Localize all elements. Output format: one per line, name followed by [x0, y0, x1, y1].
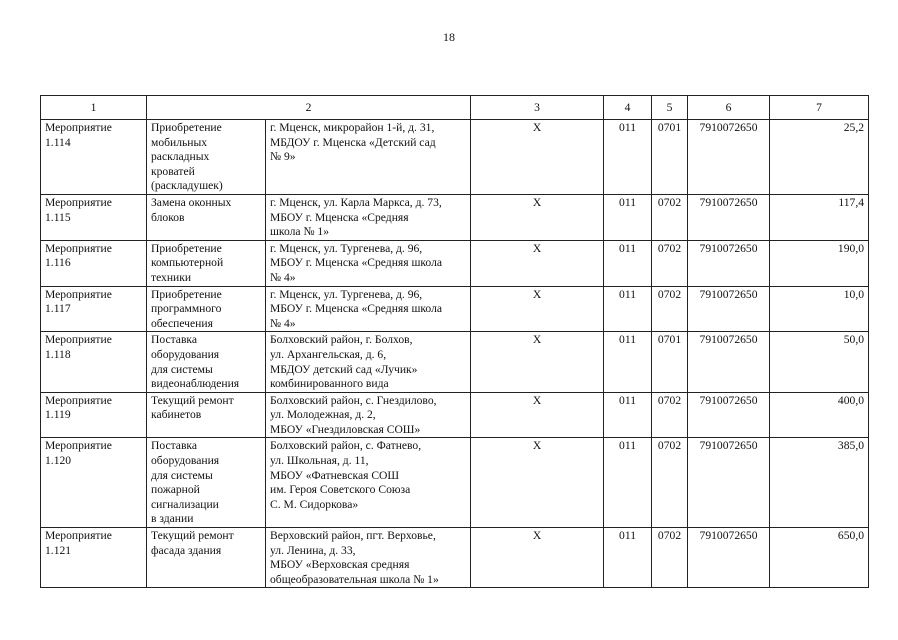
cell-col-7-amount: 400,0 — [770, 392, 869, 438]
cell-address-line: МБОУ «Верховская средняя — [270, 558, 410, 572]
cell-col-3: Х — [471, 194, 604, 240]
cell-col-5: 0702 — [652, 528, 688, 588]
cell-event-name-line: компьютерной — [151, 256, 224, 270]
cell-col-5: 0702 — [652, 240, 688, 286]
cell-address-line: МБОУ «Гнездиловская СОШ» — [270, 422, 421, 436]
cell-event-name — [147, 528, 266, 588]
cell-event-name-line: оборудования — [151, 454, 220, 468]
cell-address-line: Болховский район, г. Болхов, — [270, 333, 413, 347]
table-header-row — [41, 96, 869, 120]
cell-address-line: МБДОУ детский сад «Лучик» — [270, 362, 418, 376]
cell-col-5: 0702 — [652, 438, 688, 528]
cell-event-number-line: Мероприятие — [45, 195, 112, 209]
cell-event-name-line: Приобретение — [151, 121, 222, 134]
cell-col-3: Х — [471, 392, 604, 438]
cell-address-line: МБОУ «Фатневская СОШ — [270, 468, 400, 482]
cell-event-name-line: в здании — [151, 512, 194, 526]
cell-event-number-line: Мероприятие — [45, 333, 112, 347]
cell-col-6: 7910072650 — [688, 120, 770, 195]
header-col-4: 4 — [604, 96, 652, 120]
cell-col-4: 011 — [604, 528, 652, 588]
table-row — [41, 332, 869, 392]
cell-address-line: ул. Школьная, д. 11, — [270, 454, 369, 468]
cell-col-7-amount: 190,0 — [770, 240, 869, 286]
cell-event-number-line: 1.119 — [45, 408, 71, 422]
table-body — [41, 120, 869, 588]
cell-event-name-line: обеспечения — [151, 316, 213, 330]
cell-event-name-line: оборудования — [151, 347, 220, 361]
header-col-5: 5 — [652, 96, 688, 120]
cell-event-number — [41, 286, 147, 332]
cell-address-line: школа № 1» — [270, 225, 329, 239]
cell-event-name-line: для системы — [151, 362, 213, 376]
cell-address-line: МБОУ г. Мценска «Средняя — [270, 210, 409, 224]
cell-event-name-line: видеонаблюдения — [151, 377, 240, 391]
page-number: 18 — [443, 30, 455, 44]
table-row — [41, 240, 869, 286]
cell-event-number — [41, 528, 147, 588]
cell-address — [266, 120, 471, 195]
cell-address-line: комбинированного вида — [270, 377, 389, 391]
cell-col-6: 7910072650 — [688, 194, 770, 240]
cell-event-name-line: Приобретение — [151, 287, 222, 301]
cell-col-4: 011 — [604, 438, 652, 528]
cell-event-name-line: Текущий ремонт — [151, 529, 234, 543]
cell-col-5: 0701 — [652, 332, 688, 392]
cell-event-name-line: программного — [151, 302, 222, 316]
cell-event-name-line: Поставка — [151, 333, 198, 347]
header-col-3: 3 — [471, 96, 604, 120]
cell-col-4: 011 — [604, 194, 652, 240]
cell-col-3: Х — [471, 286, 604, 332]
cell-event-name-line: (раскладушек) — [151, 179, 223, 193]
cell-address-line: С. М. Сидоркова» — [270, 497, 359, 511]
table-row — [41, 438, 869, 528]
cell-event-number — [41, 194, 147, 240]
cell-address — [266, 194, 471, 240]
cell-col-4: 011 — [604, 240, 652, 286]
cell-col-3: Х — [471, 332, 604, 392]
cell-col-5: 0702 — [652, 392, 688, 438]
cell-event-name-line: Замена оконных — [151, 195, 232, 209]
cell-event-name — [147, 286, 266, 332]
cell-address-line: г. Мценск, ул. Карла Маркса, д. 73, — [270, 195, 442, 209]
cell-address-line: г. Мценск, ул. Тургенева, д. 96, — [270, 241, 423, 255]
cell-address-line: ул. Молодежная, д. 2, — [270, 408, 376, 422]
budget-table — [40, 95, 869, 588]
cell-col-5: 0701 — [652, 120, 688, 195]
cell-col-7-amount: 50,0 — [770, 332, 869, 392]
cell-address-line: общеобразовательная школа № 1» — [270, 572, 439, 586]
cell-col-3: Х — [471, 120, 604, 195]
cell-event-name — [147, 332, 266, 392]
cell-col-4: 011 — [604, 286, 652, 332]
cell-col-3: Х — [471, 528, 604, 588]
cell-event-number — [41, 240, 147, 286]
cell-event-number-line: Мероприятие — [45, 529, 112, 543]
header-col-2: 2 — [147, 96, 471, 120]
cell-event-number-line: Мероприятие — [45, 241, 112, 255]
cell-col-7-amount: 385,0 — [770, 438, 869, 528]
cell-address-line: МБДОУ г. Мценска «Детский сад — [270, 135, 436, 149]
cell-event-name-line: техники — [151, 270, 192, 284]
cell-col-3: Х — [471, 240, 604, 286]
cell-address — [266, 392, 471, 438]
cell-address-line: г. Мценск, ул. Тургенева, д. 96, — [270, 287, 423, 301]
cell-event-name-line: Поставка — [151, 439, 198, 453]
cell-address-line: МБОУ г. Мценска «Средняя школа — [270, 302, 443, 316]
cell-event-number-line: Мероприятие — [45, 121, 112, 134]
cell-col-5: 0702 — [652, 194, 688, 240]
cell-event-name — [147, 392, 266, 438]
cell-event-number-line: 1.121 — [45, 543, 72, 557]
cell-address-line: МБОУ г. Мценска «Средняя школа — [270, 256, 443, 270]
cell-event-number-line: 1.118 — [45, 347, 71, 361]
cell-col-7-amount: 10,0 — [770, 286, 869, 332]
table-row — [41, 286, 869, 332]
cell-address-line: Болховский район, с. Фатнево, — [270, 439, 422, 453]
cell-event-number — [41, 332, 147, 392]
cell-event-number-line: 1.114 — [45, 135, 71, 149]
cell-event-name — [147, 240, 266, 286]
cell-address-line: Верховский район, пгт. Верховье, — [270, 529, 436, 543]
cell-address-line: № 4» — [270, 270, 296, 284]
header-col-6: 6 — [688, 96, 770, 120]
cell-address-line: ул. Ленина, д. 33, — [270, 543, 356, 557]
cell-col-4: 011 — [604, 392, 652, 438]
cell-event-name-line: Текущий ремонт — [151, 393, 234, 407]
cell-event-number-line: Мероприятие — [45, 393, 112, 407]
cell-event-number — [41, 438, 147, 528]
cell-event-name — [147, 120, 266, 195]
cell-event-number-line: 1.120 — [45, 454, 72, 468]
cell-col-3: Х — [471, 438, 604, 528]
cell-address-line: Болховский район, с. Гнездилово, — [270, 393, 437, 407]
cell-event-name — [147, 194, 266, 240]
cell-col-5: 0702 — [652, 286, 688, 332]
cell-event-name-line: блоков — [151, 210, 185, 224]
cell-event-name-line: кабинетов — [151, 408, 202, 422]
cell-address-line: им. Героя Советского Союза — [270, 483, 411, 497]
cell-col-6: 7910072650 — [688, 392, 770, 438]
cell-col-7-amount: 117,4 — [770, 194, 869, 240]
cell-event-name-line: мобильных — [151, 135, 208, 149]
cell-address-line: г. Мценск, микрорайон 1-й, д. 31, — [270, 121, 435, 134]
cell-col-6: 7910072650 — [688, 528, 770, 588]
cell-event-number — [41, 120, 147, 195]
cell-address — [266, 240, 471, 286]
cell-event-name-line: раскладных — [151, 150, 210, 164]
cell-col-4: 011 — [604, 332, 652, 392]
header-col-1: 1 — [41, 96, 147, 120]
cell-col-6: 7910072650 — [688, 438, 770, 528]
cell-address-line: № 4» — [270, 316, 296, 330]
cell-event-name — [147, 438, 266, 528]
cell-address — [266, 286, 471, 332]
cell-event-number-line: 1.115 — [45, 210, 71, 224]
cell-col-6: 7910072650 — [688, 286, 770, 332]
cell-address — [266, 332, 471, 392]
cell-event-number — [41, 392, 147, 438]
cell-event-number-line: 1.116 — [45, 256, 71, 270]
cell-address-line: № 9» — [270, 150, 296, 164]
cell-col-4: 011 — [604, 120, 652, 195]
cell-event-number-line: Мероприятие — [45, 439, 112, 453]
table-row — [41, 120, 869, 195]
cell-col-6: 7910072650 — [688, 240, 770, 286]
cell-event-name-line: кроватей — [151, 164, 195, 178]
cell-event-name-line: фасада здания — [151, 543, 222, 557]
header-col-7: 7 — [770, 96, 869, 120]
cell-address — [266, 528, 471, 588]
cell-col-7-amount: 650,0 — [770, 528, 869, 588]
cell-event-number-line: 1.117 — [45, 302, 71, 316]
cell-col-7-amount: 25,2 — [770, 120, 869, 195]
cell-event-name-line: Приобретение — [151, 241, 222, 255]
cell-address — [266, 438, 471, 528]
cell-event-name-line: пожарной — [151, 483, 200, 497]
table-row — [41, 528, 869, 588]
cell-event-name-line: для системы — [151, 468, 213, 482]
table-row — [41, 392, 869, 438]
table-row — [41, 194, 869, 240]
cell-event-number-line: Мероприятие — [45, 287, 112, 301]
cell-address-line: ул. Архангельская, д. 6, — [270, 347, 387, 361]
cell-event-name-line: сигнализации — [151, 497, 219, 511]
cell-col-6: 7910072650 — [688, 332, 770, 392]
